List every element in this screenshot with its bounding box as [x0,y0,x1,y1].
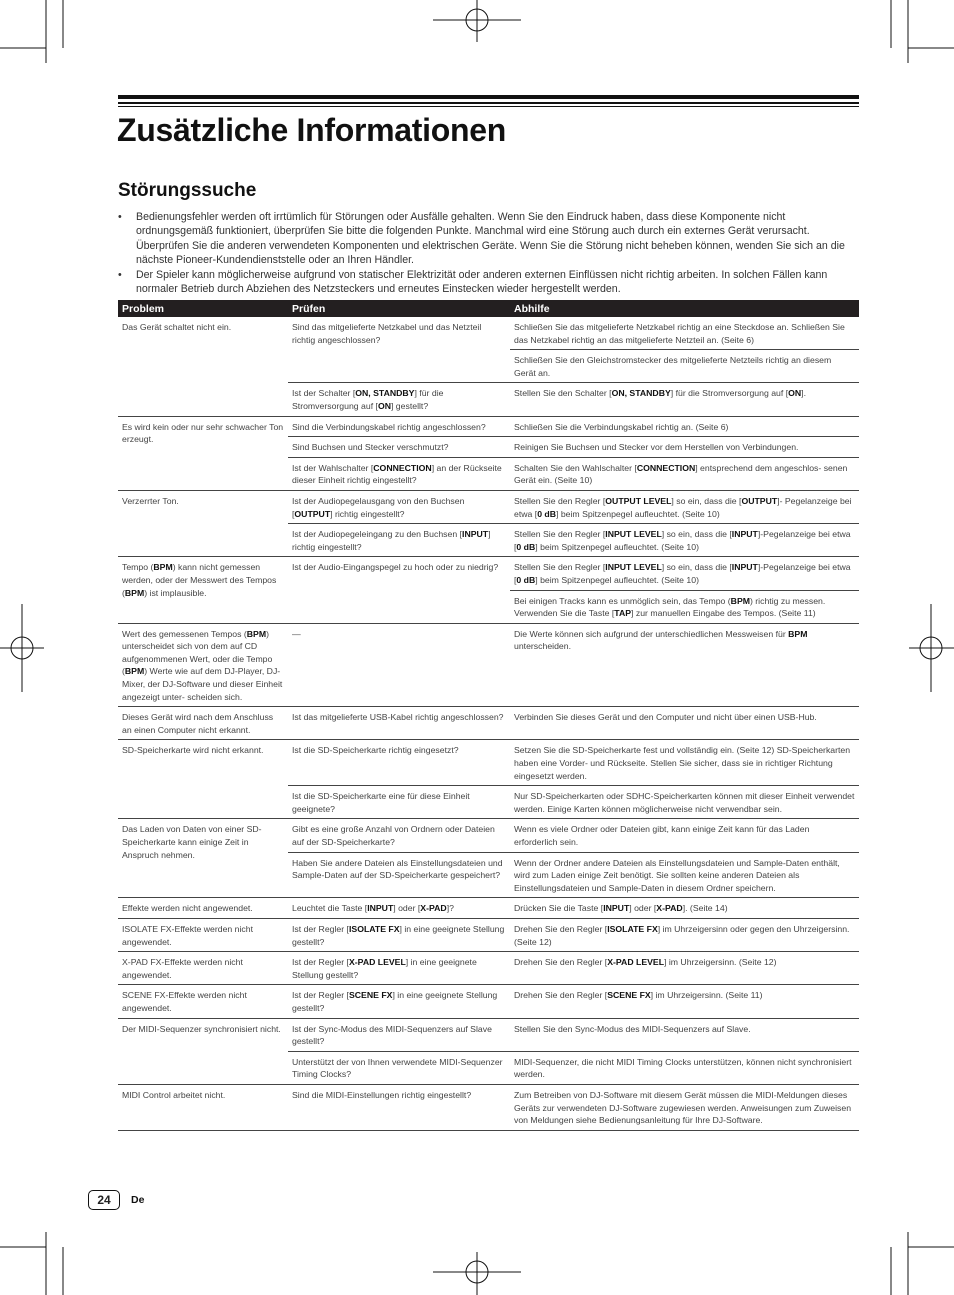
page-title: Zusätzliche Informationen [117,112,506,148]
check-cell: Ist die SD-Speicherkarte eine für diese Einheit geeignete? [288,786,510,819]
check-cell: Sind die MIDI-Einstellungen richtig eingestellt? [288,1084,510,1130]
remedy-cell: Schließen Sie das mitgelieferte Netzkabel richtig an eine Steckdose an. Schließen Sie das Netzkabel richtig an das mitgelieferte Netzteil an. (Seite 6) [510,317,859,350]
intro-item: • Der Spieler kann möglicherweise aufgrund von statischer Elektrizität oder anderen externen Einflüssen nicht richtig arbeiten. In solchen Fällen kann normaler Betrieb durch Abziehen des Netzsteckers und erneutes Einstecken wieder hergestellt werden. [118,268,860,297]
table-row [118,416,859,437]
remedy-cell: Nur SD-Speicherkarten oder SDHC-Speicherkarten können mit dieser Einheit verwendet werden. Einige Karten können möglicherweise nicht verwendbar sein. [510,786,859,819]
remedy-cell: Wenn der Ordner andere Dateien als Einstellungsdateien und Sample-Daten enthält, wird zum Laden einige Zeit benötigt. Sie sollten keine anderen Dateien als Einstellungsdateien und Sample-Daten in diesem Ordner speichern. [510,852,859,898]
table-row [118,898,859,919]
table-row [118,557,859,590]
table-row [118,317,859,350]
table-row [118,707,859,740]
table-row [118,1084,859,1130]
remedy-cell: Stellen Sie den Regler [INPUT LEVEL] so ein, dass die [INPUT]-Pegelanzeige bei etwa [0 dB] beim Spitzenpegel aufleuchtet. (Seite 10) [510,524,859,557]
check-cell: Gibt es eine große Anzahl von Ordnern oder Dateien auf der SD-Speicherkarte? [288,819,510,852]
check-cell: Ist das mitgelieferte USB-Kabel richtig angeschlossen? [288,707,510,740]
remedy-cell: Zum Betreiben von DJ-Software mit diesem Gerät müssen die MIDI-Meldungen dieses Geräts zur verwendeten DJ-Software zugewiesen werden. Anweisungen zum Zuweisen von Meldungen siehe Bedienungsanleitung für Ihre DJ-Software. [510,1084,859,1130]
check-cell: Ist der Regler [X-PAD LEVEL] in eine geeignete Stellung gestellt? [288,952,510,985]
language-label: De [131,1194,145,1206]
remedy-cell: Die Werte können sich aufgrund der unterschiedlichen Messweisen für BPM unterscheiden. [510,623,859,707]
problem-cell: Wert des gemessenen Tempos (BPM) unterscheidet sich von dem auf CD aufgenommenen Wert, oder die Tempo (BPM) Werte wie auf dem DJ-Player, DJ-Mixer, der DJ-Software und dieser Einheit angezeigt unter- scheiden sich. [118,623,288,707]
problem-cell: SCENE FX-Effekte werden nicht angewendet. [118,985,288,1018]
check-cell: Sind das mitgelieferte Netzkabel und das Netzteil richtig angeschlossen? [288,317,510,383]
problem-cell: Dieses Gerät wird nach dem Anschluss an einen Computer nicht erkannt. [118,707,288,740]
header-remedy: Abhilfe [510,300,859,317]
page-number: 24 [88,1190,120,1210]
remedy-cell: Drehen Sie den Regler [ISOLATE FX] im Uhrzeigersinn oder gegen den Uhrzeigersinn. (Seite 12) [510,918,859,951]
table-row [118,918,859,951]
problem-cell: SD-Speicherkarte wird nicht erkannt. [118,740,288,819]
problem-cell: Der MIDI-Sequenzer synchronisiert nicht. [118,1018,288,1084]
problem-cell: ISOLATE FX-Effekte werden nicht angewendet. [118,918,288,951]
section-title: Störungssuche [118,180,257,201]
remedy-cell: Stellen Sie den Regler [OUTPUT LEVEL] so ein, dass die [OUTPUT]- Pegelanzeige bei etwa [0 dB] beim Spitzenpegel aufleuchtet. (Seite 10) [510,490,859,523]
check-cell: Ist der Regler [SCENE FX] in eine geeignete Stellung gestellt? [288,985,510,1018]
remedy-cell: MIDI-Sequenzer, die nicht MIDI Timing Clocks unterstützen, können nicht synchronisiert werden. [510,1051,859,1084]
remedy-cell: Schließen Sie den Gleichstromstecker des mitgelieferte Netzteils richtig an diesem Gerät an. [510,350,859,383]
remedy-cell: Verbinden Sie dieses Gerät und den Computer und nicht über einen USB-Hub. [510,707,859,740]
remedy-cell: Stellen Sie den Regler [INPUT LEVEL] so ein, dass die [INPUT]-Pegelanzeige bei etwa [0 dB] beim Spitzenpegel aufleuchtet. (Seite 10) [510,557,859,590]
check-cell: — [288,623,510,707]
check-cell: Unterstützt der von Ihnen verwendete MIDI-Sequenzer Timing Clocks? [288,1051,510,1084]
problem-cell: Das Laden von Daten von einer SD-Speicherkarte kann einige Zeit in Anspruch nehmen. [118,819,288,898]
check-cell: Ist die SD-Speicherkarte richtig eingesetzt? [288,740,510,786]
problem-cell: MIDI Control arbeitet nicht. [118,1084,288,1130]
troubleshooting-table [118,300,859,1131]
remedy-cell: Stellen Sie den Schalter [ON, STANDBY] für die Stromversorgung auf [ON]. [510,383,859,416]
table-row [118,1018,859,1051]
problem-cell: Effekte werden nicht angewendet. [118,898,288,919]
check-cell: Ist der Wahlschalter [CONNECTION] an der Rückseite dieser Einheit richtig eingestellt? [288,457,510,490]
check-cell: Ist der Schalter [ON, STANDBY] für die Stromversorgung auf [ON] gestellt? [288,383,510,416]
check-cell: Ist der Audiopegeleingang zu den Buchsen [INPUT] richtig eingestellt? [288,524,510,557]
table-row [118,740,859,786]
check-cell: Sind Buchsen und Stecker verschmutzt? [288,437,510,458]
remedy-cell: Stellen Sie den Sync-Modus des MIDI-Sequenzers auf Slave. [510,1018,859,1051]
problem-cell: Tempo (BPM) kann nicht gemessen werden, oder der Messwert des Tempos (BPM) ist implausible. [118,557,288,623]
remedy-cell: Wenn es viele Ordner oder Dateien gibt, kann einige Zeit kann für das Laden erforderlich sein. [510,819,859,852]
check-cell: Ist der Audiopegelausgang von den Buchsen [OUTPUT] richtig eingestellt? [288,490,510,523]
remedy-cell: Drücken Sie die Taste [INPUT] oder [X-PAD]. (Seite 14) [510,898,859,919]
remedy-cell: Drehen Sie den Regler [X-PAD LEVEL] im Uhrzeigersinn. (Seite 12) [510,952,859,985]
remedy-cell: Drehen Sie den Regler [SCENE FX] im Uhrzeigersinn. (Seite 11) [510,985,859,1018]
table-row [118,952,859,985]
intro-item: • Bedienungsfehler werden oft irrtümlich für Störungen oder Ausfälle gehalten. Wenn Sie den Eindruck haben, dass diese Komponente nicht ordnungsgemäß funktioniert, überprüfen Sie bitte die folgenden Punkte. Manchmal wird eine Störung auch durch ein externes Gerät verursacht. Überprüfen Sie die anderen verwendeten Komponenten und elektrischen Geräte. Wenn Sie die Störung nicht beheben können, wenden Sie sich an die nächste Pioneer-Kundendienststelle oder an Ihren Händler. [118,210,860,268]
header-problem: Problem [118,300,288,317]
header-check: Prüfen [288,300,510,317]
problem-cell: Das Gerät schaltet nicht ein. [118,317,288,416]
check-cell: Haben Sie andere Dateien als Einstellungsdateien und Sample-Daten auf der SD-Speicherkarte gespeichert? [288,852,510,898]
table-header-row [118,300,859,317]
remedy-cell: Schließen Sie die Verbindungskabel richtig an. (Seite 6) [510,416,859,437]
check-cell: Ist der Regler [ISOLATE FX] in eine geeignete Stellung gestellt? [288,918,510,951]
table-row [118,985,859,1018]
check-cell: Ist der Audio-Eingangspegel zu hoch oder zu niedrig? [288,557,510,623]
problem-cell: Verzerrter Ton. [118,490,288,556]
table-row [118,819,859,852]
title-rules [118,95,859,107]
check-cell: Leuchtet die Taste [INPUT] oder [X-PAD]? [288,898,510,919]
problem-cell: X-PAD FX-Effekte werden nicht angewendet. [118,952,288,985]
remedy-cell: Reinigen Sie Buchsen und Stecker vor dem Herstellen von Verbindungen. [510,437,859,458]
check-cell: Ist der Sync-Modus des MIDI-Sequenzers auf Slave gestellt? [288,1018,510,1051]
remedy-cell: Bei einigen Tracks kann es unmöglich sein, das Tempo (BPM) richtig zu messen. Verwenden Sie die Taste [TAP] zur manuellen Eingabe des Tempos. (Seite 11) [510,590,859,623]
problem-cell: Es wird kein oder nur sehr schwacher Ton erzeugt. [118,416,288,490]
table-row [118,490,859,523]
remedy-cell: Setzen Sie die SD-Speicherkarte fest und vollständig ein. (Seite 12) SD-Speicherkarten haben eine Vorder- und Rückseite. Stellen Sie sicher, dass sie in richtiger Richtung eingesetzt werden. [510,740,859,786]
table-row [118,623,859,707]
check-cell: Sind die Verbindungskabel richtig angeschlossen? [288,416,510,437]
intro-list [118,210,860,296]
remedy-cell: Schalten Sie den Wahlschalter [CONNECTION] entsprechend dem angeschlos- senen Gerät ein. (Seite 10) [510,457,859,490]
